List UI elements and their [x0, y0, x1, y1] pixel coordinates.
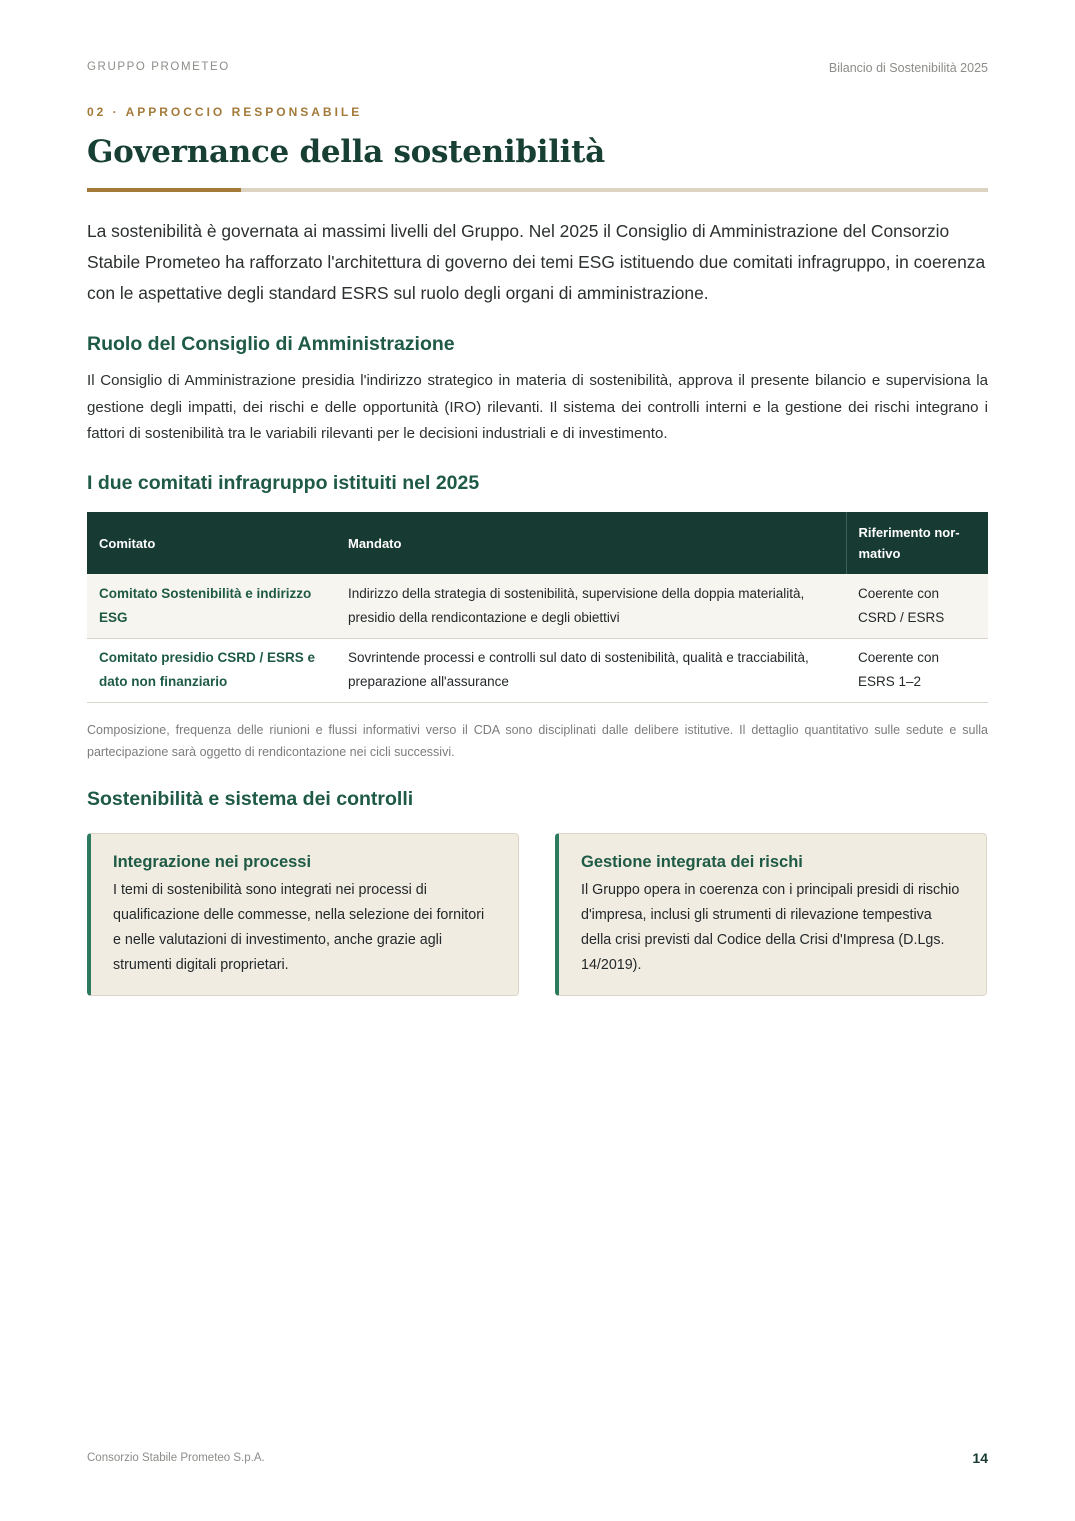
card-title: Integrazione nei processi	[113, 853, 312, 871]
table-footnote: Composizione, frequenza delle riunioni e flussi informativi verso il CDA sono disciplinati dalle delibere istitutive. Il dettaglio quantitativo sulle sedute e sulla partecipazione sarà oggetto di rendicontazione nei cicli successivi.	[87, 723, 988, 759]
table-row	[87, 638, 988, 702]
board-role-paragraph: Il Consiglio di Amministrazione presidia l'indirizzo strategico in materia di sostenibilità, approva il presente bilancio e supervisiona la gestione degli impatti, dei rischi e delle opportunità (IRO) rilevanti. Il sistema dei controlli interni e la gestione dei rischi integrano i fattori di sostenibilità tra le variabili rilevanti per le decisioni industriali e di investimento.	[87, 372, 988, 442]
info-card-risk-management	[555, 833, 987, 996]
committee-mandate: Sovrintende processi e controlli sul dato di sostenibilità, qualità e tracciabilità, preparazione all'assurance	[336, 638, 846, 702]
info-card-process-integration	[87, 833, 519, 996]
page-title: Governance della sostenibilità	[87, 134, 605, 170]
heading-controls: Sostenibilità e sistema dei controlli	[87, 788, 414, 810]
lead-paragraph: La sostenibilità è governata ai massimi livelli del Gruppo. Nel 2025 il Consiglio di Amministrazione del Consorzio Stabile Prometeo ha rafforzato l'architettura di governo dei temi ESG istituendo due comitati infragruppo, in coerenza con le aspettative degli standard ESRS sul ruolo degli organi di amministrazione.	[87, 221, 986, 303]
header-group-name: GRUPPO PROMETEO	[87, 61, 230, 73]
card-title: Gestione integrata dei rischi	[581, 853, 803, 871]
table-header-row	[87, 512, 988, 574]
committees-table	[87, 512, 988, 703]
title-divider	[87, 188, 988, 192]
committee-reference: Coerente con ESRS 1–2	[846, 638, 988, 702]
title-divider-accent	[87, 188, 241, 192]
committee-reference: Coerente con CSRD / ESRS	[846, 574, 988, 638]
report-page	[87, 0, 988, 1521]
committee-mandate: Indirizzo della strategia di sostenibilità, supervisione della doppia materialità, presidio della rendicontazione e degli obiettivi	[336, 574, 846, 638]
card-text: I temi di sostenibilità sono integrati nei processi di qualificazione delle commesse, nella selezione dei fornitori e nelle valutazioni di investimento, anche grazie agli strumenti digitali proprietari.	[113, 882, 485, 973]
column-header-reference: Riferimento nor- mativo	[846, 512, 988, 574]
header-report-title: Bilancio di Sostenibilità 2025	[828, 61, 988, 75]
heading-board-role: Ruolo del Consiglio di Amministrazione	[87, 333, 455, 355]
section-kicker: 02 · APPROCCIO RESPONSABILE	[87, 105, 363, 119]
card-text: Il Gruppo opera in coerenza con i principali presidi di rischio d'impresa, inclusi gli strumenti di rilevazione tempestiva della crisi previsti dal Codice della Crisi d'Impresa (D.Lgs. 14/2019).	[581, 882, 960, 973]
footer-company: Consorzio Stabile Prometeo S.p.A.	[87, 1452, 265, 1464]
column-header-mandate: Mandato	[336, 512, 846, 574]
column-header-committee: Comitato	[87, 512, 336, 574]
running-header	[87, 61, 988, 77]
page-number: 14	[972, 1450, 988, 1466]
committee-name: Comitato presidio CSRD / ESRS e dato non finanziario	[87, 638, 336, 702]
table-row	[87, 574, 988, 638]
committee-name: Comitato Sostenibilità e indirizzo ESG	[87, 574, 336, 638]
heading-committees: I due comitati infragruppo istituiti nel 2025	[87, 472, 480, 494]
